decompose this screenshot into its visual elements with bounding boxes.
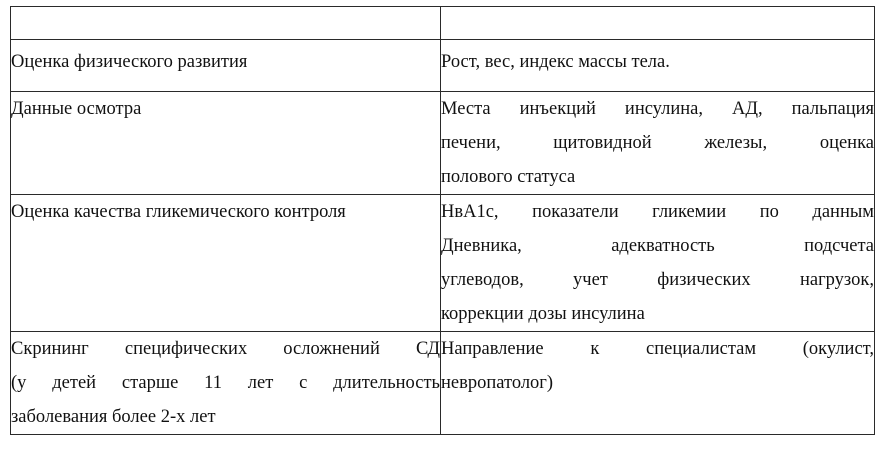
row-label-line: Скрининг специфических осложнений СД	[11, 339, 440, 359]
row-label-line: Оценка качества гликемического контроля	[11, 202, 346, 222]
row-value-line: углеводов, учет физических нагрузок,	[441, 270, 874, 290]
table-row	[11, 40, 875, 92]
row-value-line: Направление к специалистам (окулист,	[441, 339, 874, 359]
row-value-line: полового статуса	[441, 167, 576, 187]
row-value-line: Дневника, адекватность подсчета	[441, 236, 874, 256]
table-row	[11, 332, 875, 435]
row-value-line: печени, щитовидной железы, оценка	[441, 133, 874, 153]
row-label-line: (у детей старше 11 лет с длительность	[11, 373, 440, 393]
table-header-row	[11, 7, 875, 40]
row-value-line: невропатолог)	[441, 373, 554, 393]
row-label-line: Данные осмотра	[11, 99, 142, 119]
row-value-line: Места инъекций инсулина, АД, пальпация	[441, 99, 874, 119]
row-value-line: Рост, вес, индекс массы тела.	[441, 52, 670, 72]
row-value-cell	[441, 332, 875, 435]
table-row	[11, 195, 875, 332]
row-value-line: коррекции дозы инсулина	[441, 304, 645, 324]
row-label-line: Оценка физического развития	[11, 52, 248, 72]
row-value-cell	[441, 92, 875, 195]
row-label-cell	[11, 195, 441, 332]
row-value-line: НвА1с, показатели гликемии по данным	[441, 202, 874, 222]
row-label-line: заболевания более 2-х лет	[11, 407, 216, 427]
row-label-cell	[11, 92, 441, 195]
document-table	[10, 6, 875, 435]
table-row	[11, 92, 875, 195]
row-value-cell	[441, 40, 875, 92]
header-cell-left	[11, 7, 441, 40]
header-cell-right	[441, 7, 875, 40]
row-label-cell	[11, 332, 441, 435]
row-label-cell	[11, 40, 441, 92]
row-value-cell	[441, 195, 875, 332]
